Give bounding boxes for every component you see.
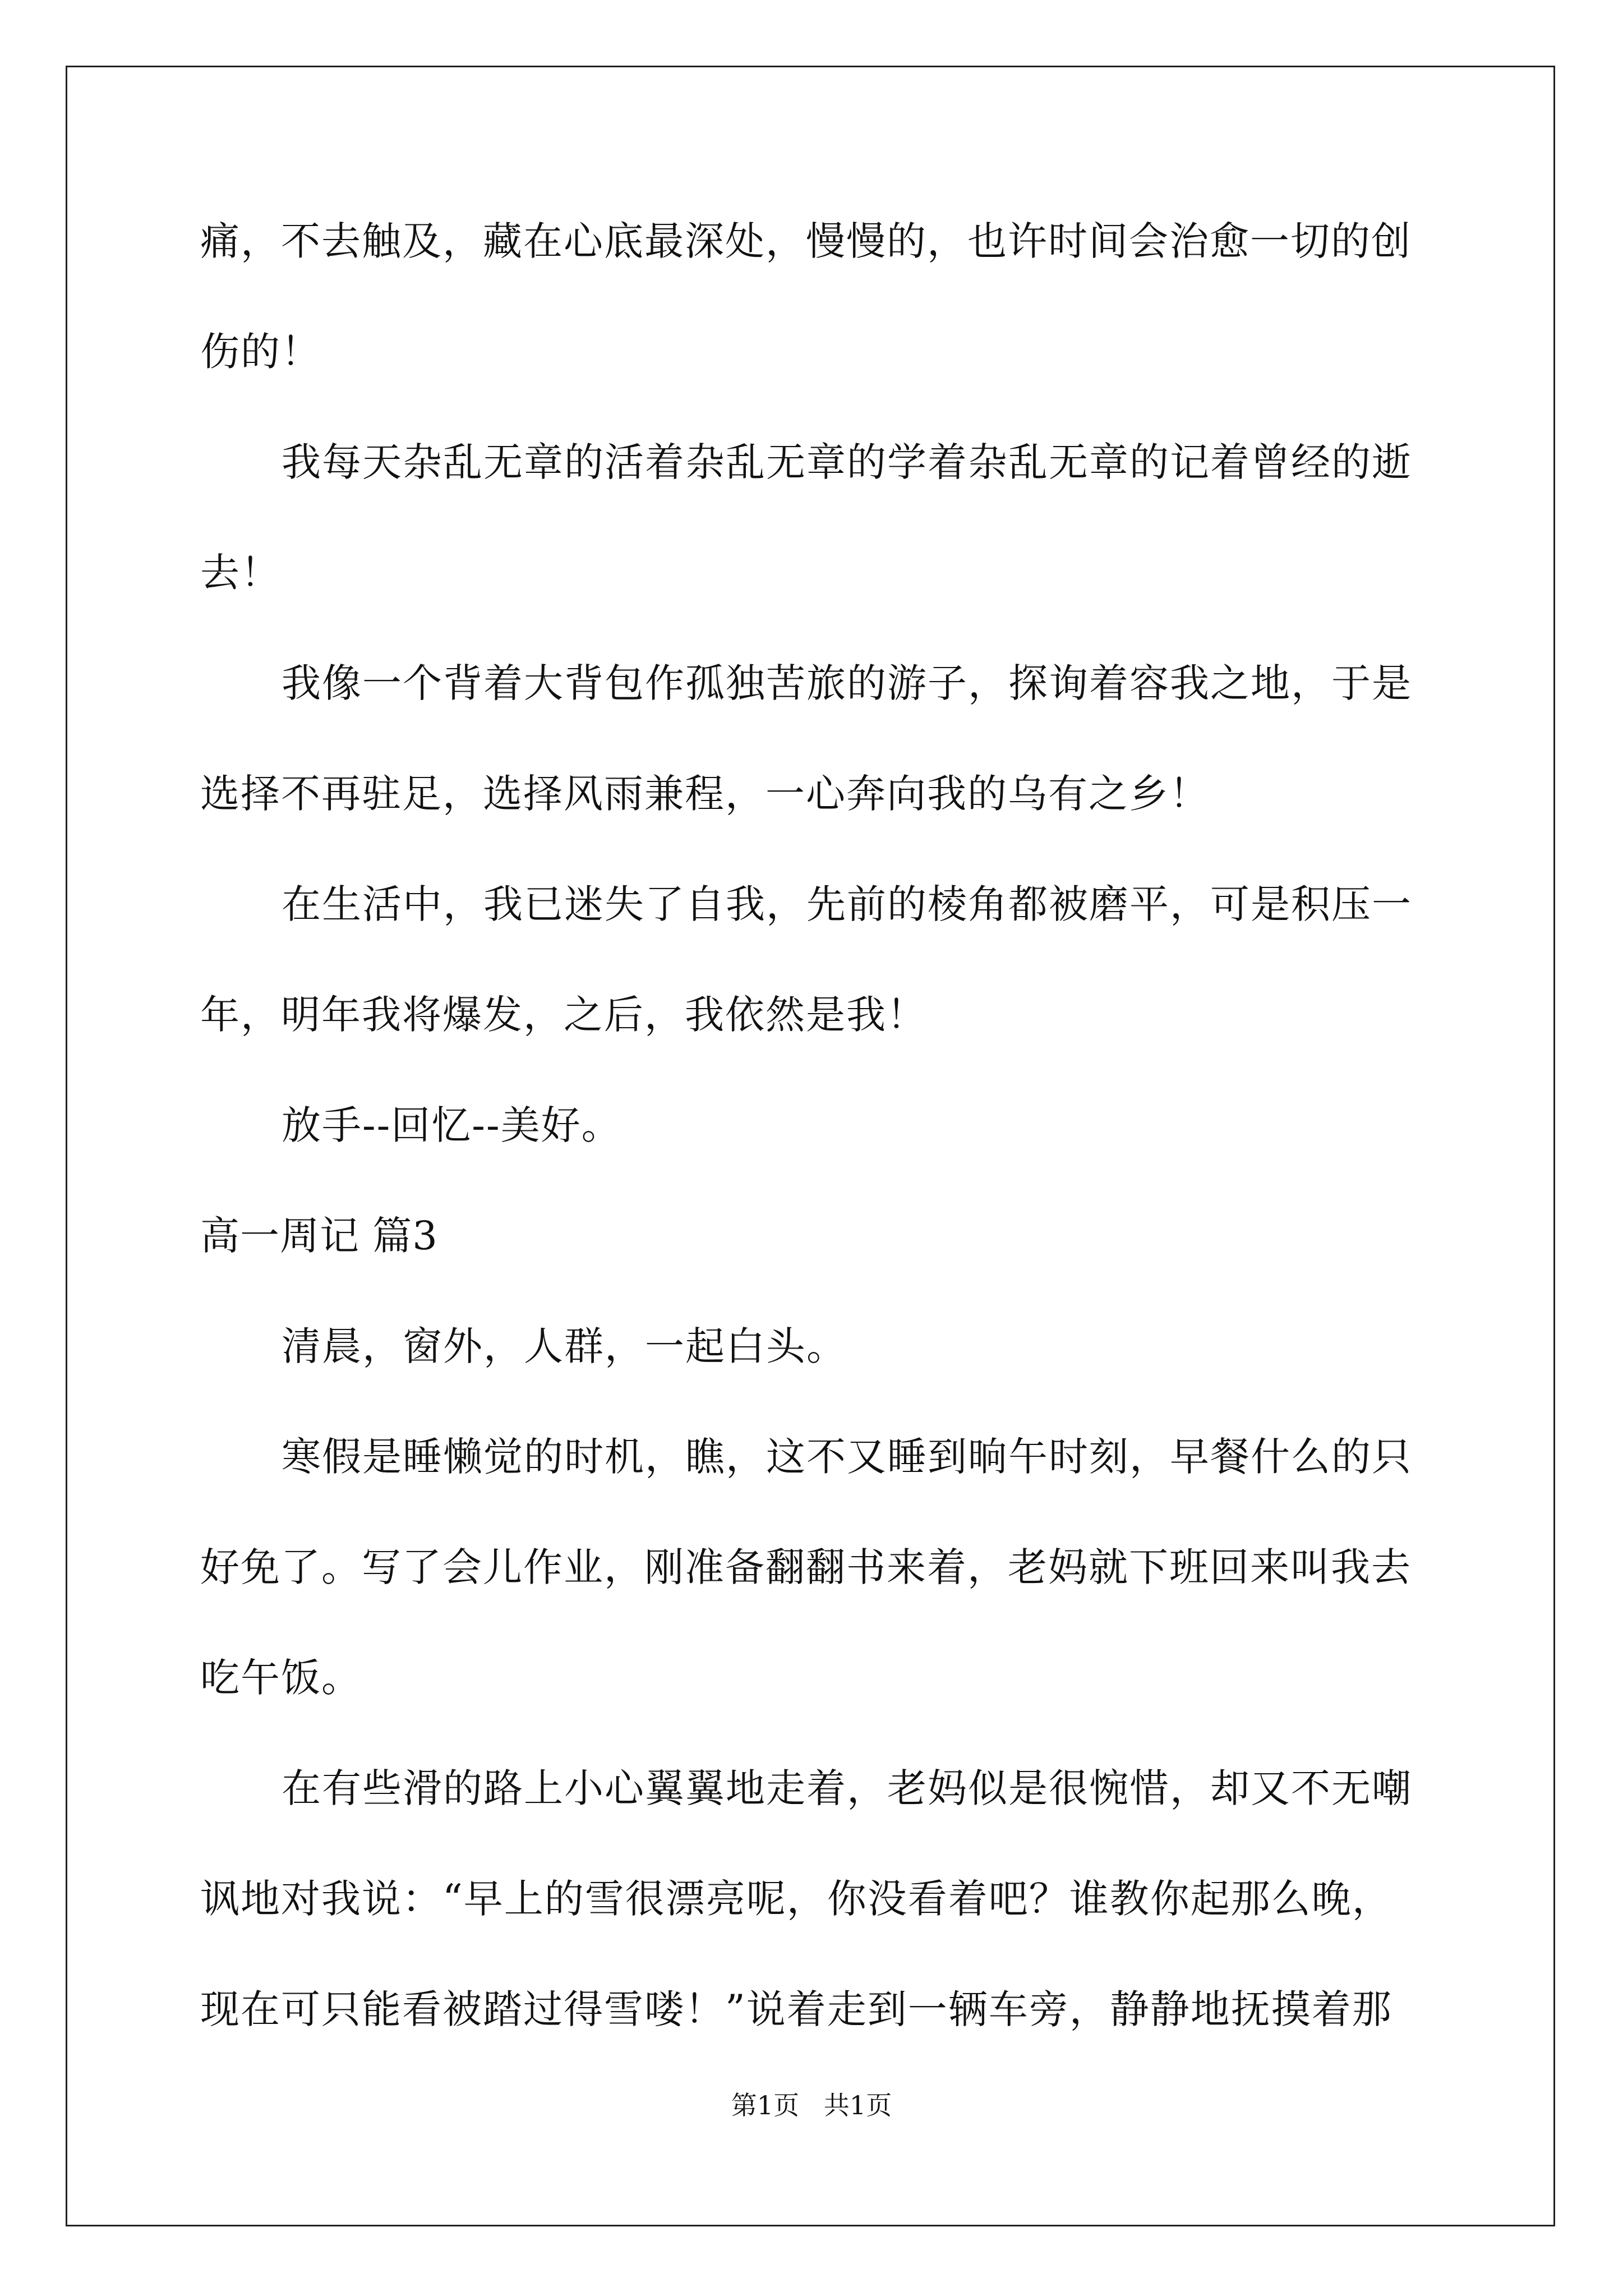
paragraph-start: 在有些滑的路上小心翼翼地走着，老妈似是很惋惜，却又不无嘲 bbox=[282, 1765, 1412, 1811]
text-line: 痛，不去触及，藏在心底最深处，慢慢的，也许时间会治愈一切的创 bbox=[200, 218, 1412, 264]
text-line: 伤的！ bbox=[200, 329, 321, 375]
paragraph-start: 我像一个背着大背包作孤独苦旅的游子，探询着容我之地，于是 bbox=[282, 660, 1412, 706]
paragraph-start: 放手--回忆--美好。 bbox=[282, 1102, 622, 1148]
paragraph-start: 寒假是睡懒觉的时机，瞧，这不又睡到晌午时刻，早餐什么的只 bbox=[282, 1434, 1412, 1480]
paragraph-start: 清晨，窗外，人群，一起白头。 bbox=[282, 1323, 847, 1369]
paragraph-start: 我每天杂乱无章的活着杂乱无章的学着杂乱无章的记着曾经的逝 bbox=[282, 439, 1412, 485]
section-heading: 高一周记 篇3 bbox=[200, 1213, 438, 1259]
text-line: 去！ bbox=[200, 550, 281, 596]
text-line: 讽地对我说：“早上的雪很漂亮呢，你没看着吧？谁教你起那么晚， bbox=[200, 1876, 1393, 1922]
paragraph-start: 在生活中，我已迷失了自我，先前的棱角都被磨平，可是积压一 bbox=[282, 881, 1412, 927]
text-line: 选择不再驻足，选择风雨兼程，一心奔向我的乌有之乡！ bbox=[200, 771, 1210, 817]
text-line: 吃午饭。 bbox=[200, 1655, 362, 1701]
text-line: 好免了。写了会儿作业，刚准备翻翻书来着，老妈就下班回来叫我去 bbox=[200, 1544, 1412, 1590]
text-line: 年，明年我将爆发，之后，我依然是我！ bbox=[200, 992, 927, 1038]
page-footer: 第1页 共1页 bbox=[731, 2090, 892, 2120]
text-line: 现在可只能看被踏过得雪喽！”说着走到一辆车旁，静静地抚摸着那 bbox=[200, 1986, 1393, 2032]
